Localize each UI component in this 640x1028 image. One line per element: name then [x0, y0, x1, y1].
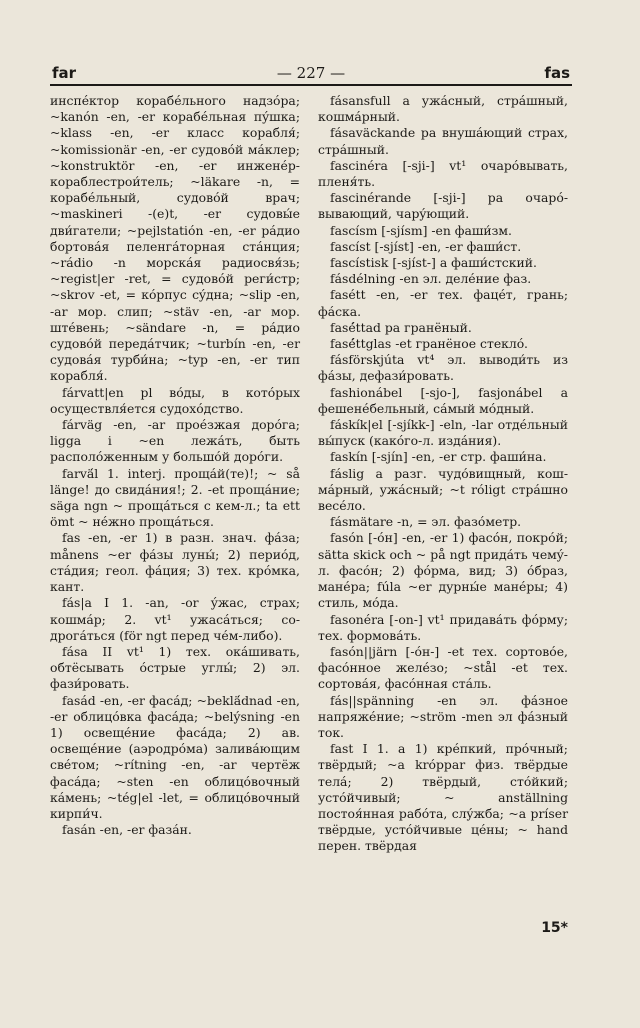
- dictionary-entry: fasé́ttglas -et гранёное стеклó.: [330, 336, 528, 352]
- dictionary-entry: fárvatt|en pl вóды, в котóрых осуществля́ется судохóдство.: [50, 384, 300, 416]
- right-column: [318, 93, 568, 855]
- dictionary-entry: инспéктор корабéльного надзóра; ~kanón -en, -er корабéльная пýшка; ~klass -en, -er класс корабля́; ~komissionär -en, -er судовóй мáклер; ~konstruktör -en, -er инженéр-кораблестрои́тель; ~läkare -n, = корабéльный, судовóй врач; ~maskineri -(e)t, -er судовы́е дви́гатели; ~pejlstatión -en, -er рáдио бортовáя пеленгáторная стáнция; ~rádio -n морскáя радиосвя́зь; ~regist|er -ret, = судовóй реги́стр; ~skrov -et, = кóрпус сýдна; ~slip -en, -ar мор. слип; ~stäv -en, -ar мор. штéвень; ~sändare -n, = рáдио судовóй передáтчик; ~turbín -en, -er судовáя турби́на; ~typ -en, -er тип корабля́.: [50, 93, 300, 384]
- header-rule: [50, 84, 572, 86]
- dictionary-entry: fascinérande [-sji-] pa очарóвывающий, чарýющий.: [318, 190, 568, 222]
- dictionary-entry: fás||spänning -en эл. фáзное напряжéние; ~ström -men эл фáзный ток.: [318, 692, 568, 740]
- dictionary-entry: fáskík|el [-sjíkk-] -eln, -lar отдéльный вы́пуск (какóго-л. издáния).: [318, 417, 568, 449]
- dictionary-entry: fasán -en, -er фазáн.: [62, 822, 192, 838]
- dictionary-entry: fasonéra [-on-] vt¹ придавáть фóрму; тех. формовáть.: [318, 611, 568, 643]
- dictionary-entry: fásmätare -n, = эл. фазóметр.: [330, 514, 522, 530]
- signature-mark: 15*: [541, 920, 568, 936]
- dictionary-entry: fáslig a разг. чудóвищный, кошмáрный, ужáсный; ~t róligt стрáшно весéло.: [318, 465, 568, 514]
- dictionary-entry: fasón||järn [-óн-] -et тех. сортовóе, фасóнное желéзо; ~stål -et тех. сортовáя, фасóнная стáль.: [318, 643, 568, 692]
- dictionary-entry: fásansfull a ужáсный, стрáшный, кошмáрный.: [318, 93, 568, 125]
- dictionary-entry: fas -en, -er 1) в разн. знач. фáза; månens ~er фáзы луны́; 2) периóд, стáдия; геол. фáция; 3) тех. крóмка, кант.: [50, 530, 300, 595]
- dictionary-entry: farvä́l 1. interj. прощáй(те)!; ~ så länge! до свидáния!; 2. -et прощáние; säga ngn ~ прощáться с кем-л.; ta ett ömt ~ нéжно прощáться.: [50, 465, 300, 530]
- page-number: — 227 —: [276, 64, 346, 82]
- dictionary-entry: fasón [-óн] -en, -er 1) фасóн, покрóй; sätta skick och ~ på ngt придáть чемý-л. фасóн; 2) фóрма, вид; 3) óбраз, манéра; fúla ~er дурны́е манéры; 4) стиль, мóда.: [318, 530, 568, 611]
- header-guide-word-right: fas: [544, 64, 570, 82]
- dictionary-entry: fascinéra [-sji-] vt¹ очарóвывать, пленя́ть.: [318, 157, 568, 190]
- dictionary-entry: fásdélning -en эл. делéние фаз.: [330, 271, 532, 287]
- left-column: [50, 93, 300, 838]
- dictionary-entry: fása II vt¹ 1) тех. окáшивать, обтёсывать óстрые углы́; 2) эл. фази́ровать.: [50, 643, 300, 692]
- header-guide-word-left: far: [52, 64, 77, 82]
- dictionary-entry: fascísm [-sjísm] -en фаши́зм.: [330, 222, 512, 238]
- dictionary-entry: fásförskjúta vt⁴ эл. выводи́ть из фáзы, дефази́ровать.: [318, 352, 568, 384]
- dictionary-entry: fasád -en, -er фасáд; ~beklä́dnad -en, -er облицóвка фасáда; ~belýsning -en 1) освещéние фасáда; 2) ав. освещéние (аэродрóма) заливáющим свéтом; ~rítning -en, -ar чертёж фасáда; ~sten -en облицóвочный кáмень; ~tég|el -let, = облицóвочный кирпи́ч.: [50, 692, 300, 821]
- dictionary-entry: fárväg -en, -ar проéзжая дорóга; ligga i ~en лежáть, быть располóженным у большóй дорóги.: [50, 417, 300, 465]
- page-header: [50, 62, 572, 84]
- dictionary-entry: fast I 1. a 1) крéпкий, прóчный; твёрдый; ~a króppar физ. твёрдые телá; 2) твёрдый, стóйкий; устóйчивый; ~ anställning постоя́нная рабóта, слýжба; ~a príser твёрдые, устóйчивые цéны; ~ hand перен. твёрдая: [318, 741, 568, 854]
- dictionary-entry: fashionábel [-sjo-], fasjonábel a фешенéбельный, сáмый мóдный.: [318, 384, 568, 416]
- dictionary-entry: fás|a I 1. -an, -or ýжас, страх; кошмáр; 2. vt¹ ужасáться; содрогáться (för ngt перед чéм-либо).: [50, 595, 300, 643]
- dictionary-entry: fasétt -en, -er тех. фацéт, грань; фáска.: [318, 287, 568, 319]
- dictionary-entry: faskín [-sjín] -en, -er стр. фаши́на.: [330, 449, 547, 465]
- dictionary-entry: fascístisk [-sjíst-] a фаши́стский.: [330, 255, 537, 271]
- dictionary-entry: fásaväckande pa внушáющий страх, стрáшный.: [318, 125, 568, 157]
- dictionary-entry: fascíst [-sjíst] -en, -er фаши́ст.: [330, 238, 522, 254]
- dictionary-entry: fasé́ttad pa гранёный.: [330, 319, 472, 335]
